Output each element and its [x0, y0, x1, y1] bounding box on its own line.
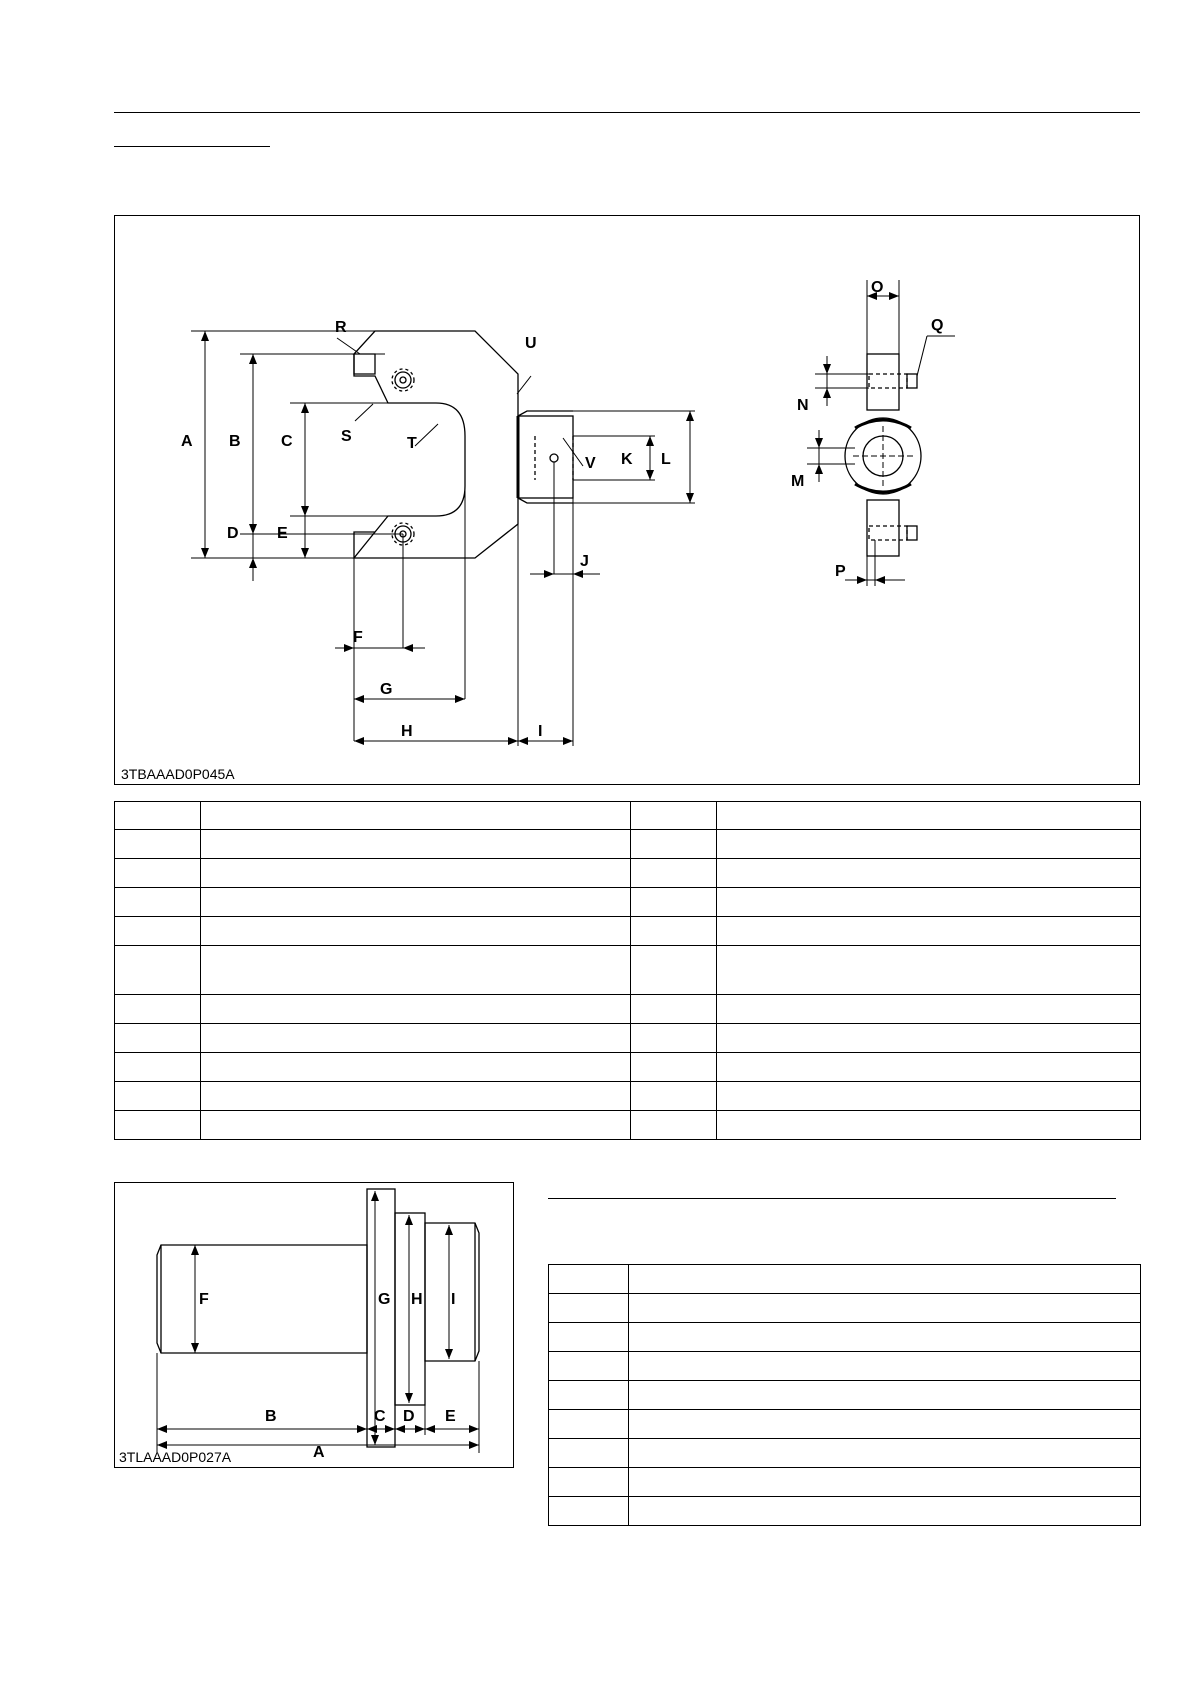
table-row	[115, 917, 1141, 946]
table-row	[115, 802, 1141, 830]
label-a: A	[181, 433, 193, 450]
label-q: Q	[931, 317, 944, 334]
figure-id-code: 3TBAAAD0P045A	[121, 766, 235, 782]
table-row	[549, 1497, 1141, 1526]
section-title-underline	[114, 146, 270, 147]
table-row	[549, 1410, 1141, 1439]
yoke-spec-table	[114, 801, 1141, 1140]
shaft-spec-table	[548, 1264, 1141, 1526]
table-row	[549, 1468, 1141, 1497]
table-row	[115, 830, 1141, 859]
header-rule	[114, 112, 1140, 113]
shaft-label-i: I	[451, 1291, 456, 1308]
label-b: B	[229, 433, 241, 450]
label-o: O	[871, 279, 884, 296]
yoke-outline	[354, 331, 518, 558]
label-d: D	[227, 525, 239, 542]
shaft-label-f: F	[199, 1291, 209, 1308]
shaft-label-e: E	[445, 1408, 456, 1425]
label-u: U	[525, 335, 537, 352]
shaft-drawing	[115, 1183, 515, 1469]
label-g: G	[380, 681, 393, 698]
label-s: S	[341, 428, 352, 445]
table-row	[549, 1323, 1141, 1352]
table-row	[549, 1381, 1141, 1410]
shaft-figure-id-code: 3TLAAAD0P027A	[119, 1449, 232, 1465]
table-row	[115, 995, 1141, 1024]
label-n: N	[797, 397, 809, 414]
table-row	[115, 1024, 1141, 1053]
shaft-label-h: H	[411, 1291, 423, 1308]
label-f: F	[353, 629, 363, 646]
shaft-section-title-underline	[548, 1198, 1116, 1199]
label-j: J	[580, 553, 589, 570]
table-row	[115, 1053, 1141, 1082]
shaft-label-b: B	[265, 1408, 277, 1425]
label-t: T	[407, 435, 417, 452]
table-row	[115, 888, 1141, 917]
table-row	[115, 859, 1141, 888]
label-m: M	[791, 473, 805, 490]
label-h: H	[401, 723, 413, 740]
yoke-drawing	[115, 216, 1141, 786]
table-row	[115, 1111, 1141, 1140]
shaft-figure	[114, 1182, 514, 1468]
shaft-label-a: A	[313, 1444, 325, 1461]
label-e: E	[277, 525, 288, 542]
shaft-label-g: G	[378, 1291, 391, 1308]
label-k: K	[621, 451, 633, 468]
yoke-figure	[114, 215, 1140, 785]
label-l: L	[661, 451, 671, 468]
table-row	[549, 1352, 1141, 1381]
table-row	[549, 1439, 1141, 1468]
label-v: V	[585, 455, 596, 472]
label-i: I	[538, 723, 543, 740]
shaft-label-c: C	[374, 1408, 386, 1425]
label-r: R	[335, 319, 347, 336]
table-row	[115, 1082, 1141, 1111]
label-c: C	[281, 433, 293, 450]
table-row	[115, 946, 1141, 995]
table-row	[549, 1294, 1141, 1323]
label-p: P	[835, 563, 846, 580]
shaft-label-d: D	[403, 1408, 415, 1425]
table-row	[549, 1265, 1141, 1294]
